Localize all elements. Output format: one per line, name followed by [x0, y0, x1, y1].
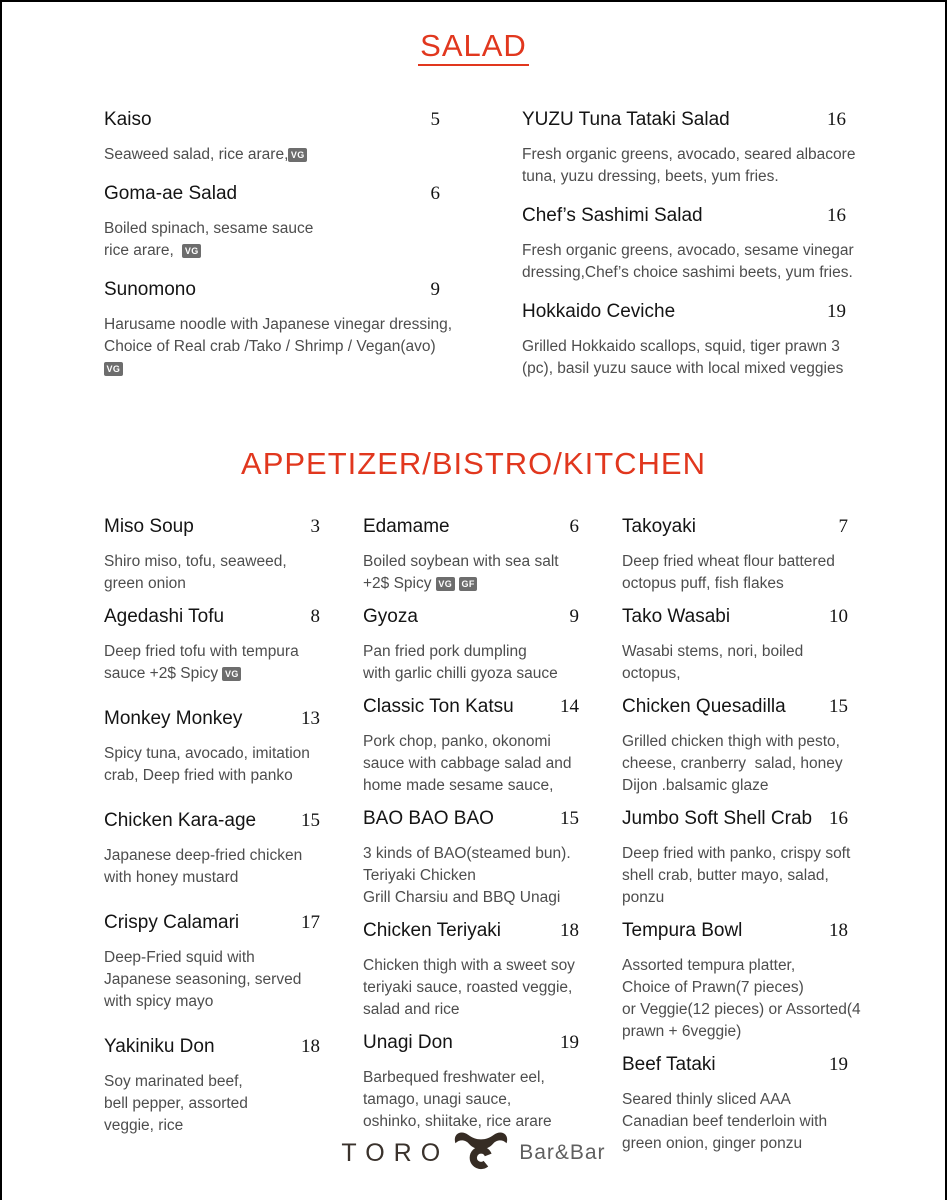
- item-description: Assorted tempura platter, Choice of Prawn(7 pieces) or Veggie(12 pieces) or Assorted(4 prawn + 6veggie): [622, 957, 861, 1040]
- item-name: Unagi Don: [363, 1032, 453, 1053]
- diet-badge-vg: VG: [104, 362, 123, 376]
- item-price: 19: [560, 1032, 579, 1053]
- item-price: 9: [430, 279, 440, 300]
- item-price: 6: [430, 183, 440, 204]
- menu-item: [363, 695, 579, 797]
- item-description: Grilled Hokkaido scallops, squid, tiger prawn 3 (pc), basil yuzu sauce with local mixed veggies: [522, 338, 844, 377]
- salad-section-heading: [2, 28, 945, 64]
- item-name: Agedashi Tofu: [104, 606, 225, 627]
- item-name: Monkey Monkey: [104, 708, 243, 729]
- item-price: 17: [301, 912, 320, 933]
- item-description: Spicy tuna, avocado, imitation crab, Deep fried with panko: [104, 745, 310, 784]
- item-name: BAO BAO BAO: [363, 808, 494, 829]
- brand-name: TORO: [341, 1138, 450, 1167]
- item-description: Deep fried tofu with tempura sauce +2$ Spicy VG: [104, 643, 299, 682]
- diet-badge-vg: VG: [182, 244, 201, 258]
- diet-badge-vg: VG: [288, 148, 307, 162]
- item-name: Chicken Teriyaki: [363, 920, 501, 941]
- item-price: 18: [829, 920, 848, 941]
- menu-column: [104, 108, 453, 396]
- brand-tagline: Bar&Bar: [519, 1141, 606, 1164]
- item-description: Fresh organic greens, avocado, seared albacore tuna, yuzu dressing, beets, yum fries.: [522, 146, 856, 185]
- menu-column: [522, 108, 856, 396]
- item-name: Beef Tataki: [622, 1054, 716, 1075]
- item-description: Boiled soybean with sea salt +2$ Spicy VG GF: [363, 553, 559, 592]
- appetizer-columns: [2, 515, 945, 1165]
- item-description: Deep fried wheat flour battered octopus puff, fish flakes: [622, 553, 835, 592]
- menu-item: [104, 515, 320, 595]
- item-description: Barbequed freshwater eel, tamago, unagi sauce, oshinko, shiitake, rice arare: [363, 1069, 552, 1130]
- menu-item: [104, 809, 320, 889]
- item-description: Seared thinly sliced AAA Canadian beef tenderloin with green onion, ginger ponzu: [622, 1091, 828, 1152]
- brand-footer: [2, 1136, 945, 1170]
- item-name: Takoyaki: [622, 516, 696, 537]
- item-description: Wasabi stems, nori, boiled octopus,: [622, 643, 804, 682]
- item-name: Edamame: [363, 516, 450, 537]
- item-name: Jumbo Soft Shell Crab: [622, 808, 813, 829]
- appetizer-section-heading: [2, 446, 945, 482]
- item-name: Classic Ton Katsu: [363, 696, 514, 717]
- item-name: Kaiso: [104, 109, 152, 130]
- item-description: Grilled chicken thigh with pesto, cheese, cranberry salad, honey Dijon .balsamic glaze: [622, 733, 843, 794]
- item-price: 6: [569, 516, 579, 537]
- item-price: 18: [560, 920, 579, 941]
- item-name: Miso Soup: [104, 516, 194, 537]
- item-description: Pan fried pork dumpling with garlic chilli gyoza sauce: [363, 643, 558, 682]
- item-price: 14: [560, 696, 579, 717]
- item-name: Yakiniku Don: [104, 1036, 215, 1057]
- item-price: 16: [827, 205, 846, 226]
- menu-item: [622, 605, 848, 685]
- diet-badge-gf: GF: [459, 577, 477, 591]
- appetizer-heading-text: APPETIZER/BISTRO/KITCHEN: [241, 446, 706, 481]
- item-description: Deep-Fried squid with Japanese seasoning, served with spicy mayo: [104, 949, 302, 1010]
- item-description: Boiled spinach, sesame sauce rice arare, VG: [104, 220, 314, 259]
- menu-item: [622, 515, 848, 595]
- item-name: Chicken Quesadilla: [622, 696, 786, 717]
- item-price: 9: [569, 606, 579, 627]
- menu-item: [522, 300, 846, 380]
- item-name: Gyoza: [363, 606, 418, 627]
- item-name: Crispy Calamari: [104, 912, 240, 933]
- item-description: Seaweed salad, rice arare, VG: [104, 144, 440, 166]
- item-name: Tako Wasabi: [622, 606, 731, 627]
- menu-item: [104, 605, 320, 685]
- item-name: Chef’s Sashimi Salad: [522, 205, 703, 226]
- menu-item: [104, 108, 440, 166]
- menu-column: [363, 515, 579, 1165]
- menu-item: [363, 919, 579, 1021]
- menu-item: [104, 1035, 320, 1137]
- item-name: Tempura Bowl: [622, 920, 743, 941]
- menu-item: [522, 108, 856, 188]
- item-price: 3: [310, 516, 320, 537]
- menu-item: [622, 807, 851, 909]
- menu-item: [363, 1031, 579, 1133]
- item-name: YUZU Tuna Tataki Salad: [522, 109, 730, 130]
- menu-column: [622, 515, 861, 1165]
- menu-item: [522, 204, 854, 284]
- item-price: 16: [829, 808, 848, 829]
- item-description: Soy marinated beef, bell pepper, assorted veggie, rice: [104, 1073, 248, 1134]
- item-price: 19: [829, 1054, 848, 1075]
- menu-item: [104, 707, 320, 787]
- item-price: 7: [838, 516, 848, 537]
- diet-badge-vg: VG: [222, 667, 241, 681]
- menu-item: [104, 182, 440, 262]
- item-price: 8: [310, 606, 320, 627]
- item-price: 15: [560, 808, 579, 829]
- menu-item: [104, 911, 320, 1013]
- item-price: 10: [829, 606, 848, 627]
- item-price: 5: [430, 109, 440, 130]
- item-name: Hokkaido Ceviche: [522, 301, 676, 322]
- menu-item: [363, 605, 579, 685]
- item-description: Harusame noodle with Japanese vinegar dressing, Choice of Real crab /Tako / Shrimp / Vegan(avo) VG: [104, 314, 440, 380]
- menu-item: [622, 919, 861, 1043]
- item-price: 19: [827, 301, 846, 322]
- item-name: Sunomono: [104, 279, 196, 300]
- menu-item: [363, 807, 579, 909]
- menu-item: [104, 278, 453, 380]
- menu-item: [622, 695, 848, 797]
- item-description: Fresh organic greens, avocado, sesame vinegar dressing,Chef’s choice sashimi beets, yum fries.: [522, 242, 854, 281]
- salad-columns: [2, 108, 945, 396]
- item-description: Pork chop, panko, okonomi sauce with cabbage salad and home made sesame sauce,: [363, 733, 572, 794]
- salad-heading-text: SALAD: [418, 28, 529, 66]
- item-price: 13: [301, 708, 320, 729]
- item-description: Deep fried with panko, crispy soft shell crab, butter mayo, salad, ponzu: [622, 845, 851, 906]
- item-description: Chicken thigh with a sweet soy teriyaki sauce, roasted veggie, salad and rice: [363, 957, 575, 1018]
- menu-item: [363, 515, 579, 595]
- bull-logo-icon: [453, 1130, 509, 1170]
- item-price: 15: [829, 696, 848, 717]
- item-description: 3 kinds of BAO(steamed bun). Teriyaki Chicken Grill Charsiu and BBQ Unagi: [363, 845, 571, 906]
- item-name: Chicken Kara-age: [104, 810, 257, 831]
- menu-column: [104, 515, 320, 1165]
- item-price: 18: [301, 1036, 320, 1057]
- diet-badge-vg: VG: [436, 577, 455, 591]
- item-description: Shiro miso, tofu, seaweed, green onion: [104, 553, 287, 592]
- item-name: Goma-ae Salad: [104, 183, 238, 204]
- item-price: 16: [827, 109, 846, 130]
- item-price: 15: [301, 810, 320, 831]
- item-description: Japanese deep-fried chicken with honey mustard: [104, 847, 303, 886]
